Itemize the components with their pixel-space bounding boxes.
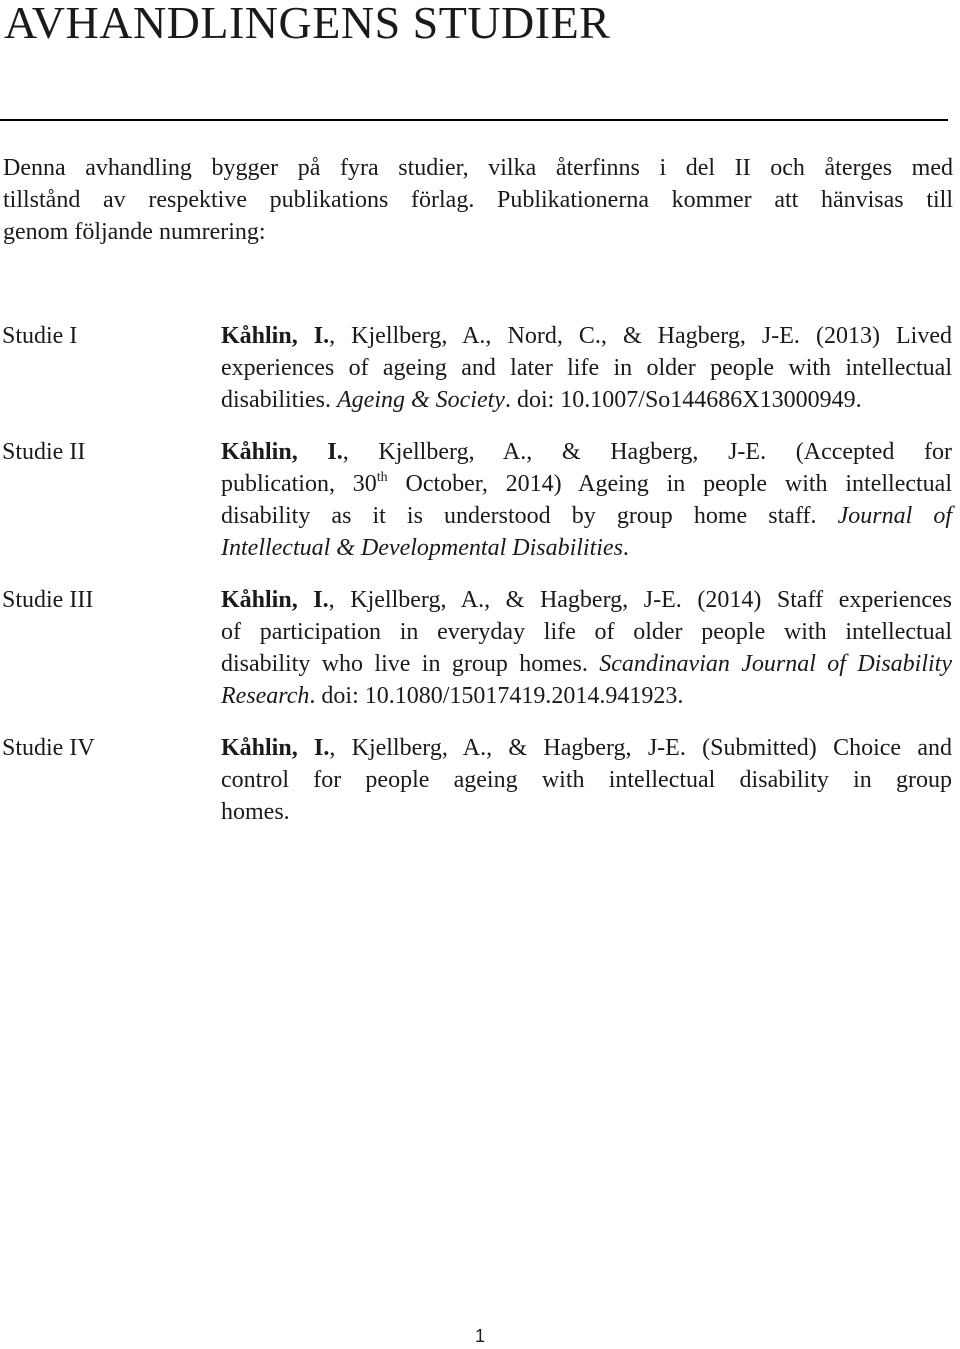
reference-line <box>221 532 952 564</box>
reference-line: of participation in everyday life of older people with intellectual <box>221 619 952 645</box>
page-number: 1 <box>474 1326 485 1346</box>
reference-line <box>221 732 952 764</box>
intro-line: Denna avhandling bygger på fyra studier, vilka återfinns i del II och återges med <box>3 155 953 181</box>
reference-line <box>221 680 952 712</box>
reference-line: control for people ageing with intellectual disability in group <box>221 767 952 793</box>
reference-line <box>221 468 952 500</box>
journal-name: Scandinavian Journal of Disability <box>599 651 952 677</box>
reference-line <box>221 320 952 352</box>
reference-text: , Kjellberg, A., & Hagberg, J-E. (Accepted for <box>342 439 952 465</box>
superscript: th <box>376 470 388 485</box>
author-name: Kåhlin, I. <box>221 587 329 613</box>
reference-text: . doi: 10.1080/15017419.2014.941923. <box>309 683 684 709</box>
reference-line <box>221 384 952 416</box>
author-name: Kåhlin, I. <box>221 323 330 349</box>
reference-line <box>221 500 952 532</box>
reference-line <box>221 436 952 468</box>
journal-name: Research <box>221 683 310 709</box>
reference-line: experiences of ageing and later life in older people with intellectual <box>221 355 952 381</box>
reference-line <box>221 648 952 680</box>
reference-line <box>221 584 952 616</box>
intro-paragraph <box>3 152 953 248</box>
intro-line: genom följande numrering: <box>3 219 266 245</box>
study-reference-2 <box>221 436 952 564</box>
reference-text: October, 2014) Ageing in people with intellectual <box>387 471 952 497</box>
intro-line: tillstånd av respektive publikations förlag. Publikationerna kommer att hänvisas till <box>3 187 953 213</box>
study-label-4: Studie IV <box>2 735 95 761</box>
author-name: Kåhlin, I. <box>221 439 343 465</box>
reference-text: , Kjellberg, A., & Hagberg, J-E. (2014) Staff experiences <box>328 587 953 613</box>
reference-text: . <box>622 535 629 561</box>
study-label-2: Studie II <box>2 439 86 465</box>
journal-name: Ageing & Society <box>337 387 505 413</box>
study-reference-1 <box>221 320 952 416</box>
reference-text: , Kjellberg, A., Nord, C., & Hagberg, J-E. (2013) Lived <box>329 323 953 349</box>
study-label-1: Studie I <box>2 323 78 349</box>
page-title: AVHANDLINGENS STUDIER <box>4 0 611 48</box>
author-name: Kåhlin, I. <box>221 735 330 761</box>
study-reference-4 <box>221 732 952 828</box>
reference-text: disability as it is understood by group home staff. <box>221 503 838 529</box>
reference-text: publication, 30 <box>221 471 377 497</box>
reference-text: disability who live in group homes. <box>221 651 600 677</box>
journal-name: Journal of <box>837 503 953 529</box>
study-reference-3 <box>221 584 952 712</box>
reference-text: , Kjellberg, A., & Hagberg, J-E. (Submitted) Choice and <box>329 735 952 761</box>
reference-text: disabilities. <box>221 387 337 413</box>
reference-line: homes. <box>221 799 290 825</box>
study-label-3: Studie III <box>2 587 94 613</box>
journal-name: Intellectual & Developmental Disabilities <box>221 535 623 561</box>
reference-text: . doi: 10.1007/So144686X13000949. <box>504 387 862 413</box>
title-divider <box>0 119 948 121</box>
